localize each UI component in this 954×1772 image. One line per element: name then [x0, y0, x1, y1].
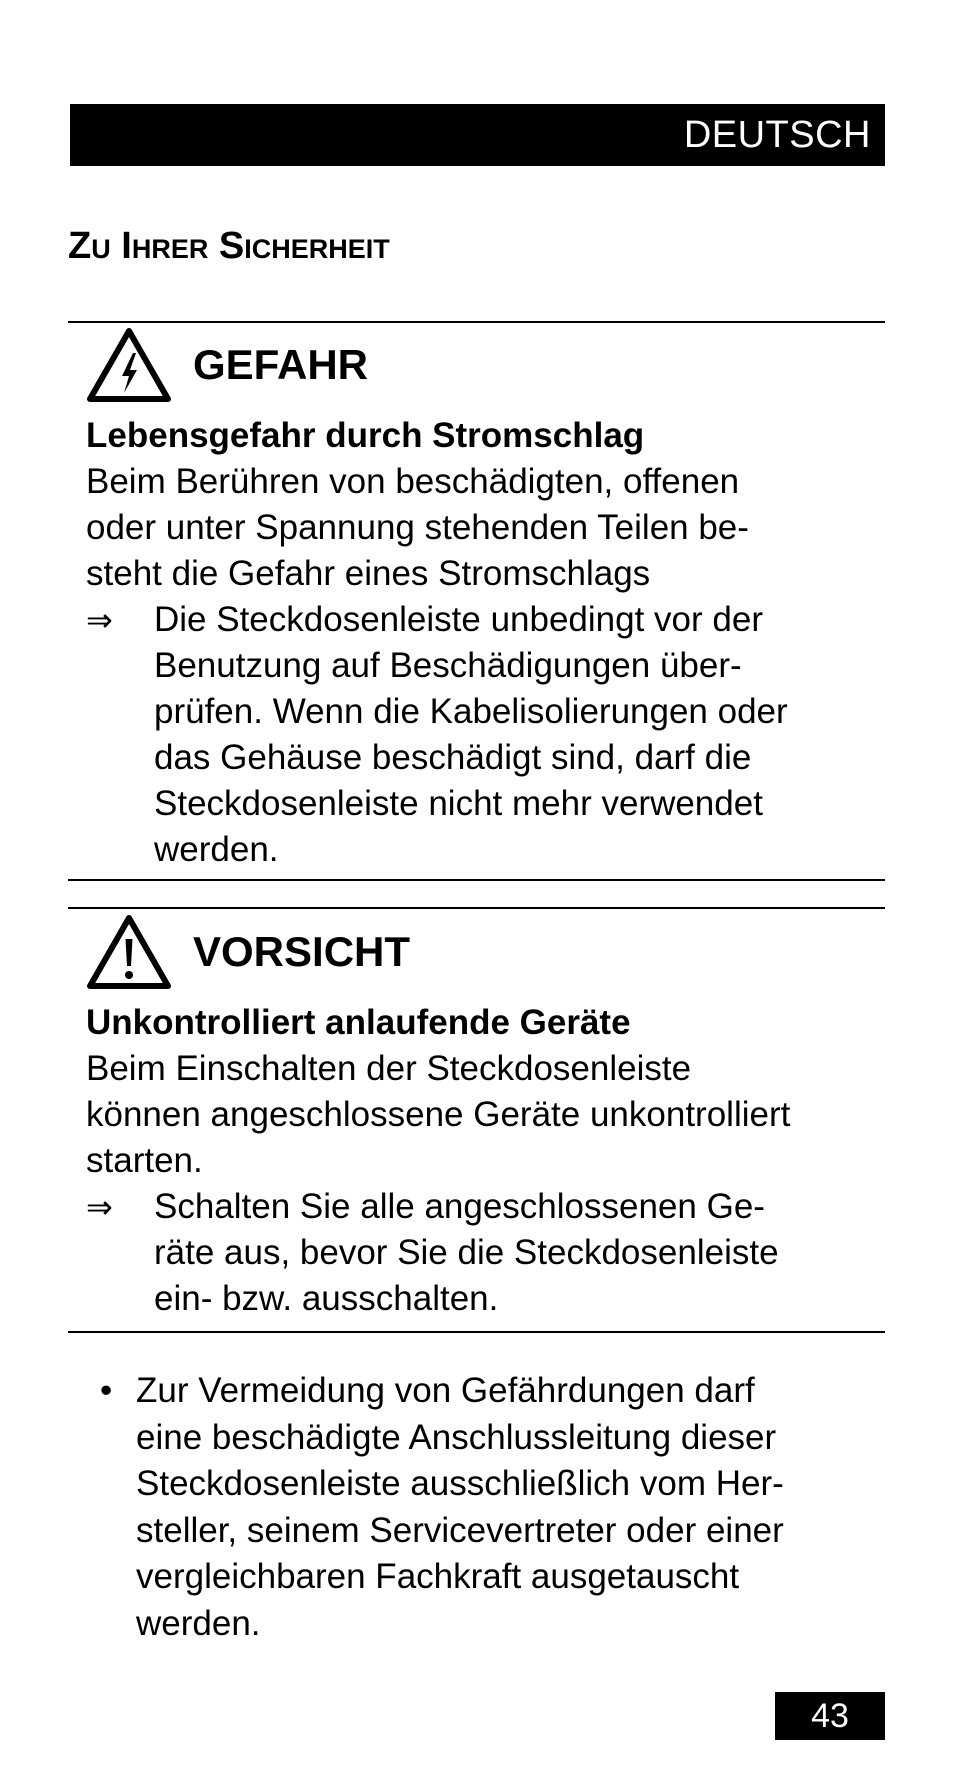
danger-bottom-rule	[68, 879, 885, 881]
language-header: DEUTSCH	[70, 104, 885, 166]
danger-header	[86, 326, 368, 404]
caution-body	[86, 1000, 886, 1322]
danger-instruction-line: Die Steckdosenleiste unbedingt vor der	[154, 600, 763, 639]
danger-text-line: oder unter Spannung stehenden Teilen be-	[86, 508, 749, 547]
page-number: 43	[775, 1692, 885, 1740]
danger-instruction-line: prüfen. Wenn die Kabelisolierungen oder	[154, 692, 788, 731]
caution-instruction-line: räte aus, bevor Sie die Steckdosenleiste	[154, 1233, 779, 1272]
caution-subtitle: Unkontrolliert anlaufende Geräte	[86, 1003, 631, 1042]
safety-note-line: Zur Vermeidung von Gefährdungen darf	[136, 1371, 755, 1410]
danger-text-line: steht die Gefahr eines Stromschlags	[86, 554, 651, 593]
instruction-arrow-icon: ⇒	[86, 1188, 113, 1226]
exclamation-warning-icon	[86, 914, 172, 990]
danger-body	[86, 413, 886, 873]
danger-top-rule	[68, 321, 885, 323]
safety-note-line: steller, seinem Servicevertreter oder einer	[136, 1510, 784, 1550]
caution-text-line: können angeschlossene Geräte unkontrolliert	[86, 1095, 791, 1134]
danger-instruction-line: das Gehäuse beschädigt sind, darf die	[154, 738, 752, 777]
caution-text-line: Beim Einschalten der Steckdosenleiste	[86, 1049, 692, 1088]
caution-bottom-rule	[68, 1331, 885, 1333]
danger-instruction-line: Benutzung auf Beschädigungen über-	[154, 646, 742, 685]
caution-instruction	[86, 1184, 886, 1322]
caution-text-line: starten.	[86, 1141, 203, 1180]
caution-header	[86, 913, 410, 991]
danger-instruction-line: werden.	[154, 830, 279, 869]
instruction-arrow-icon: ⇒	[86, 601, 113, 639]
caution-instruction-line: Schalten Sie alle angeschlossenen Ge-	[154, 1187, 765, 1226]
safety-note-item	[100, 1368, 890, 1647]
safety-note	[100, 1368, 890, 1647]
danger-instruction	[86, 597, 886, 873]
bullet-icon: •	[100, 1371, 113, 1410]
safety-note-line: eine beschädigte Anschlussleitung dieser	[136, 1417, 777, 1457]
electric-shock-warning-icon	[86, 327, 172, 403]
caution-title: VORSICHT	[193, 928, 411, 975]
safety-note-line: werden.	[136, 1603, 261, 1643]
caution-top-rule	[68, 907, 885, 909]
danger-instruction-line: Steckdosenleiste nicht mehr verwendet	[154, 784, 763, 823]
section-title: Zu Ihrer Sicherheit	[68, 225, 390, 267]
caution-instruction-line: ein- bzw. ausschalten.	[154, 1279, 499, 1318]
danger-text-line: Beim Berühren von beschädigten, offenen	[86, 462, 740, 501]
danger-title: GEFAHR	[193, 341, 369, 388]
danger-subtitle: Lebensgefahr durch Stromschlag	[86, 416, 645, 455]
safety-note-line: vergleichbaren Fachkraft ausgetauscht	[136, 1557, 740, 1596]
safety-note-line: Steckdosenleiste ausschließlich vom Her-	[136, 1464, 784, 1503]
